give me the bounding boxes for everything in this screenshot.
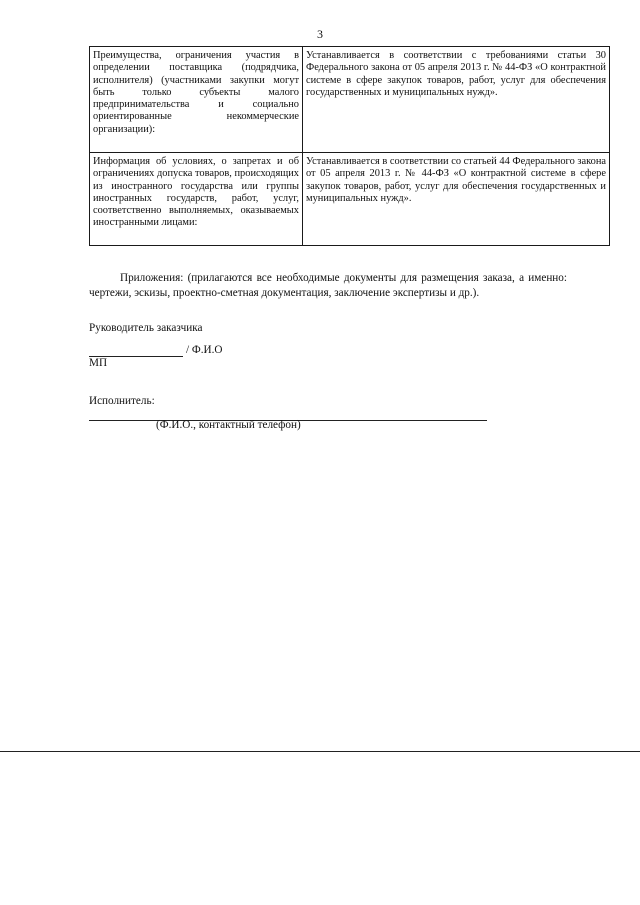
executor-label: Исполнитель: <box>89 395 155 407</box>
table-row <box>90 153 610 246</box>
page-number: 3 <box>317 27 323 41</box>
fio-label: / Ф.И.О <box>186 344 223 356</box>
row-label: Преимущества, ограничения участия в определении поставщика (подрядчика, исполнителя) (участниками закупки могут быть только субъекты малого предпринимательства и социально ориентированные некоммерческие организации): <box>90 47 303 153</box>
row-value: Устанавливается в соответствии с требованиями статьи 30 Федерального закона от 05 апреля 2013 г. № 44-ФЗ «О контрактной системе в сфере закупок товаров, работ, услуг для обеспечения государственных и муниципальных нужд». <box>303 47 610 153</box>
row-label: Информация об условиях, о запретах и об ограничениях допуска товаров, происходящих из иностранного государства или группы иностранных государств, работ, услуг, соответственно выполняемых, оказываемых иностранными лицами: <box>90 153 303 246</box>
table-row <box>90 47 610 153</box>
appendix-paragraph: Приложения: (прилагаются все необходимые документы для размещения заказа, а именно: чертежи, эскизы, проектно-сметная документация, заключение экспертизы и др.). <box>89 272 567 299</box>
customer-head-label: Руководитель заказчика <box>89 322 203 334</box>
stamp-label: МП <box>89 357 108 369</box>
requirements-table <box>89 46 610 246</box>
executor-caption: (Ф.И.О., контактный телефон) <box>156 419 301 431</box>
page-bottom-divider <box>0 751 640 752</box>
row-value: Устанавливается в соответствии со статьей 44 Федерального закона от 05 апреля 2013 г. № 44-ФЗ «О контрактной системе в сфере закупок товаров, работ, услуг для обеспечения государственных и муниципальных нужд». <box>303 153 610 246</box>
